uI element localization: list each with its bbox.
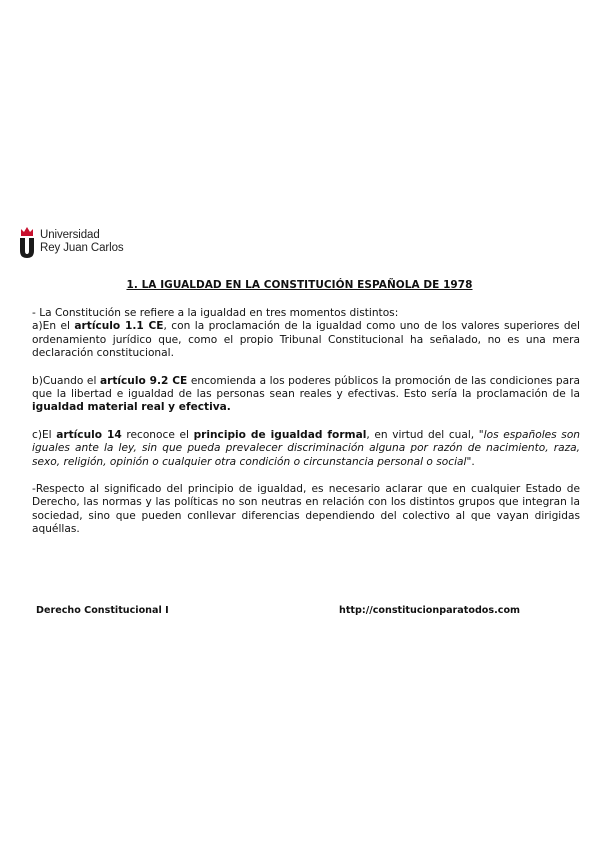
item-c-end: .: [471, 455, 475, 468]
item-c-prefix: c)El: [32, 428, 57, 441]
crown-u-emblem-icon: [18, 225, 36, 259]
item-a-prefix: a)En el: [32, 320, 75, 333]
document-body: [32, 307, 580, 537]
logo-line-rey-juan-carlos: Rey Juan Carlos: [40, 242, 124, 254]
section-title: 1. LA IGUALDAD EN LA CONSTITUCIÓN ESPAÑOLA DE 1978: [126, 279, 473, 291]
university-logo: [18, 224, 124, 260]
item-c-concept: principio de igualdad formal: [193, 428, 367, 441]
item-b-text: encomienda a los poderes públicos la promoción de las condiciones para que la libertad e igualdad de las personas sean reales y efectivas. Esto sería la proclamación de la: [32, 374, 580, 401]
item-c-article: artículo 14: [56, 428, 122, 441]
respect-paragraph: -Respecto al significado del principio de igualdad, es necesario aclarar que en cualquier Estado de Derecho, las normas y las políticas no son neutras en relación con los distintos grupos que integran la sociedad, sino que pueden conllevar diferencias dependiendo del colectivo al que vayan dirigidas aquéllas.: [32, 483, 580, 536]
item-a-paragraph: [32, 320, 580, 360]
item-b-concept: igualdad material real y efectiva.: [32, 401, 231, 414]
item-a-text: , con la proclamación de la igualdad como uno de los valores superiores del ordenamiento jurídico que, como el propio Tribunal Constitucional ha señalado, no es una mera declaración constitucional.: [32, 320, 581, 360]
item-c-quote: "los españoles son iguales ante la ley, sin que pueda prevalecer discriminación alguna por razón de nacimiento, raza, sexo, religión, opinión o cualquier otra condición o circunstancia personal o social": [32, 428, 581, 468]
item-c-text: reconoce el: [121, 428, 194, 441]
item-c-text-2: , en virtud del cual,: [366, 428, 479, 441]
item-c-paragraph: [32, 429, 580, 469]
item-a-article: artículo 1.1 CE: [74, 320, 164, 333]
footer-url: http://constitucionparatodos.com: [339, 605, 521, 616]
logo-line-universidad: Universidad: [40, 229, 100, 241]
intro-paragraph: - La Constitución se refiere a la igualdad en tres momentos distintos:: [32, 307, 399, 319]
item-b-article: artículo 9.2 CE: [99, 374, 188, 387]
item-b-prefix: b)Cuando el: [32, 374, 100, 387]
item-b-paragraph: [32, 375, 580, 415]
footer-course: Derecho Constitucional I: [36, 605, 169, 616]
